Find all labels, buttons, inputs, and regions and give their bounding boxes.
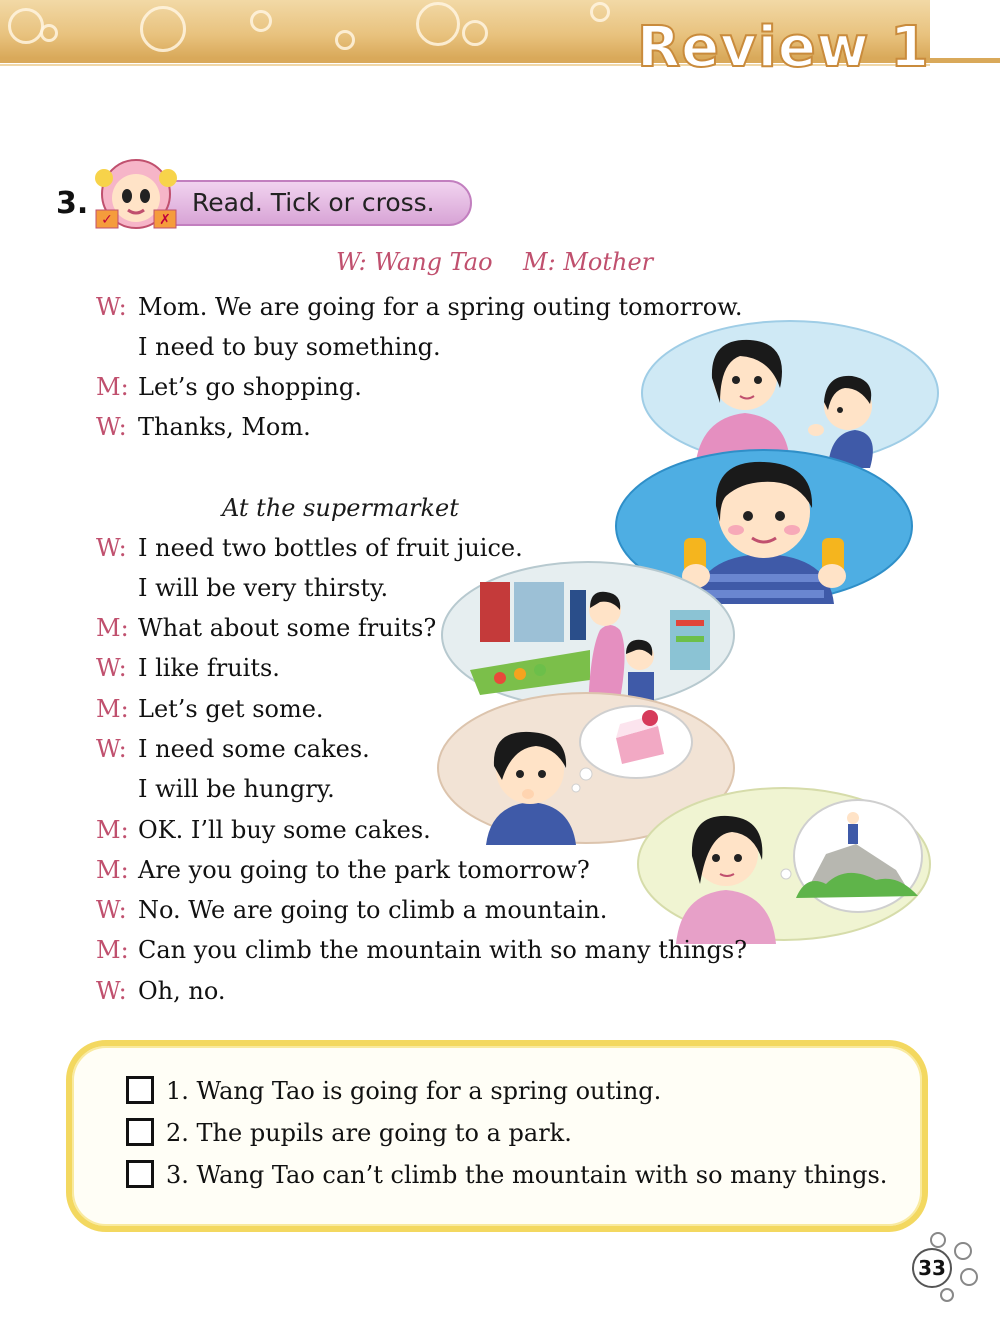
line-text: Mom. We are going for a spring outing tomorrow. [138,293,743,321]
decor-bubble [590,2,610,22]
question-text: 3. Wang Tao can’t climb the mountain with so many things. [166,1161,888,1189]
speaker-label: M: [96,936,129,964]
speaker-label: W: [96,896,127,924]
line-text: Let’s get some. [138,695,324,723]
speaker-label: W: [96,977,127,1005]
page-number: 33 [912,1248,952,1288]
answer-checkbox[interactable] [126,1076,154,1104]
line-text: I need two bottles of fruit juice. [138,534,523,562]
decor-bubble [140,6,186,52]
dialogue-line [96,533,523,563]
speaker-label: M: [96,695,129,723]
instruction-text: Read. Tick or cross. [192,188,435,217]
question-item [126,1076,661,1106]
svg-text:✓: ✓ [101,212,113,228]
dialogue-line [96,815,431,845]
supermarket-illustration [440,560,736,710]
decor-bubble [335,30,355,50]
speaker-label: M: [96,373,129,401]
dialogue-line [96,332,441,362]
line-text: Let’s go shopping. [138,373,362,401]
decor-bubble [8,8,44,44]
page-title: Review 1 [637,15,930,80]
decor-bubble [462,20,488,46]
decor-ring [930,1232,946,1248]
speaker-label: W: [96,534,127,562]
decor-ring [960,1268,978,1286]
question-item [126,1160,887,1190]
speaker-label: M: [96,856,129,884]
scene-title: At the supermarket [222,494,459,522]
decor-bubble [416,2,460,46]
speaker-label: M: [96,816,129,844]
dialogue-line [96,412,311,442]
speaker-label: W: [96,293,127,321]
dialogue-line [96,613,436,643]
dialogue-line [96,653,280,683]
dialogue-line [96,976,226,1006]
dialogue-line [96,372,362,402]
dialogue-line [96,855,590,885]
dialogue-line [96,895,607,925]
line-text: I need to buy something. [138,333,441,361]
question-item [126,1118,572,1148]
line-text: Oh, no. [138,977,226,1005]
question-text: 1. Wang Tao is going for a spring outing. [166,1077,662,1105]
decor-bubble [250,10,272,32]
line-text: I will be hungry. [138,775,335,803]
line-text: OK. I’ll buy some cakes. [138,816,431,844]
dialogue-line [96,935,747,965]
line-text: I like fruits. [138,654,280,682]
line-text: What about some fruits? [138,614,437,642]
speaker-label: M: [96,614,129,642]
speaker-label: W: [96,735,127,763]
line-text: Thanks, Mom. [138,413,311,441]
line-text: I will be very thirsty. [138,574,389,602]
speaker-label: W: [96,654,127,682]
line-text: No. We are going to climb a mountain. [138,896,608,924]
question-text: 2. The pupils are going to a park. [166,1119,572,1147]
answer-checkbox[interactable] [126,1118,154,1146]
role-legend: W: Wang Tao M: Mother [336,248,654,276]
speaker-label: W: [96,413,127,441]
dialogue-line [96,774,335,804]
svg-text:✗: ✗ [159,212,171,228]
line-text: Are you going to the park tomorrow? [138,856,590,884]
dialogue-line [96,573,388,603]
dialogue-line [96,734,370,764]
decor-bubble [40,24,58,42]
section-number: 3. [56,186,89,221]
decor-ring [954,1242,972,1260]
decor-ring [940,1288,954,1302]
answer-checkbox[interactable] [126,1160,154,1188]
dialogue-line [96,694,324,724]
line-text: Can you climb the mountain with so many things? [138,936,747,964]
line-text: I need some cakes. [138,735,370,763]
mother-and-mountain-illustration [636,784,932,944]
mascot-icon [92,156,182,238]
